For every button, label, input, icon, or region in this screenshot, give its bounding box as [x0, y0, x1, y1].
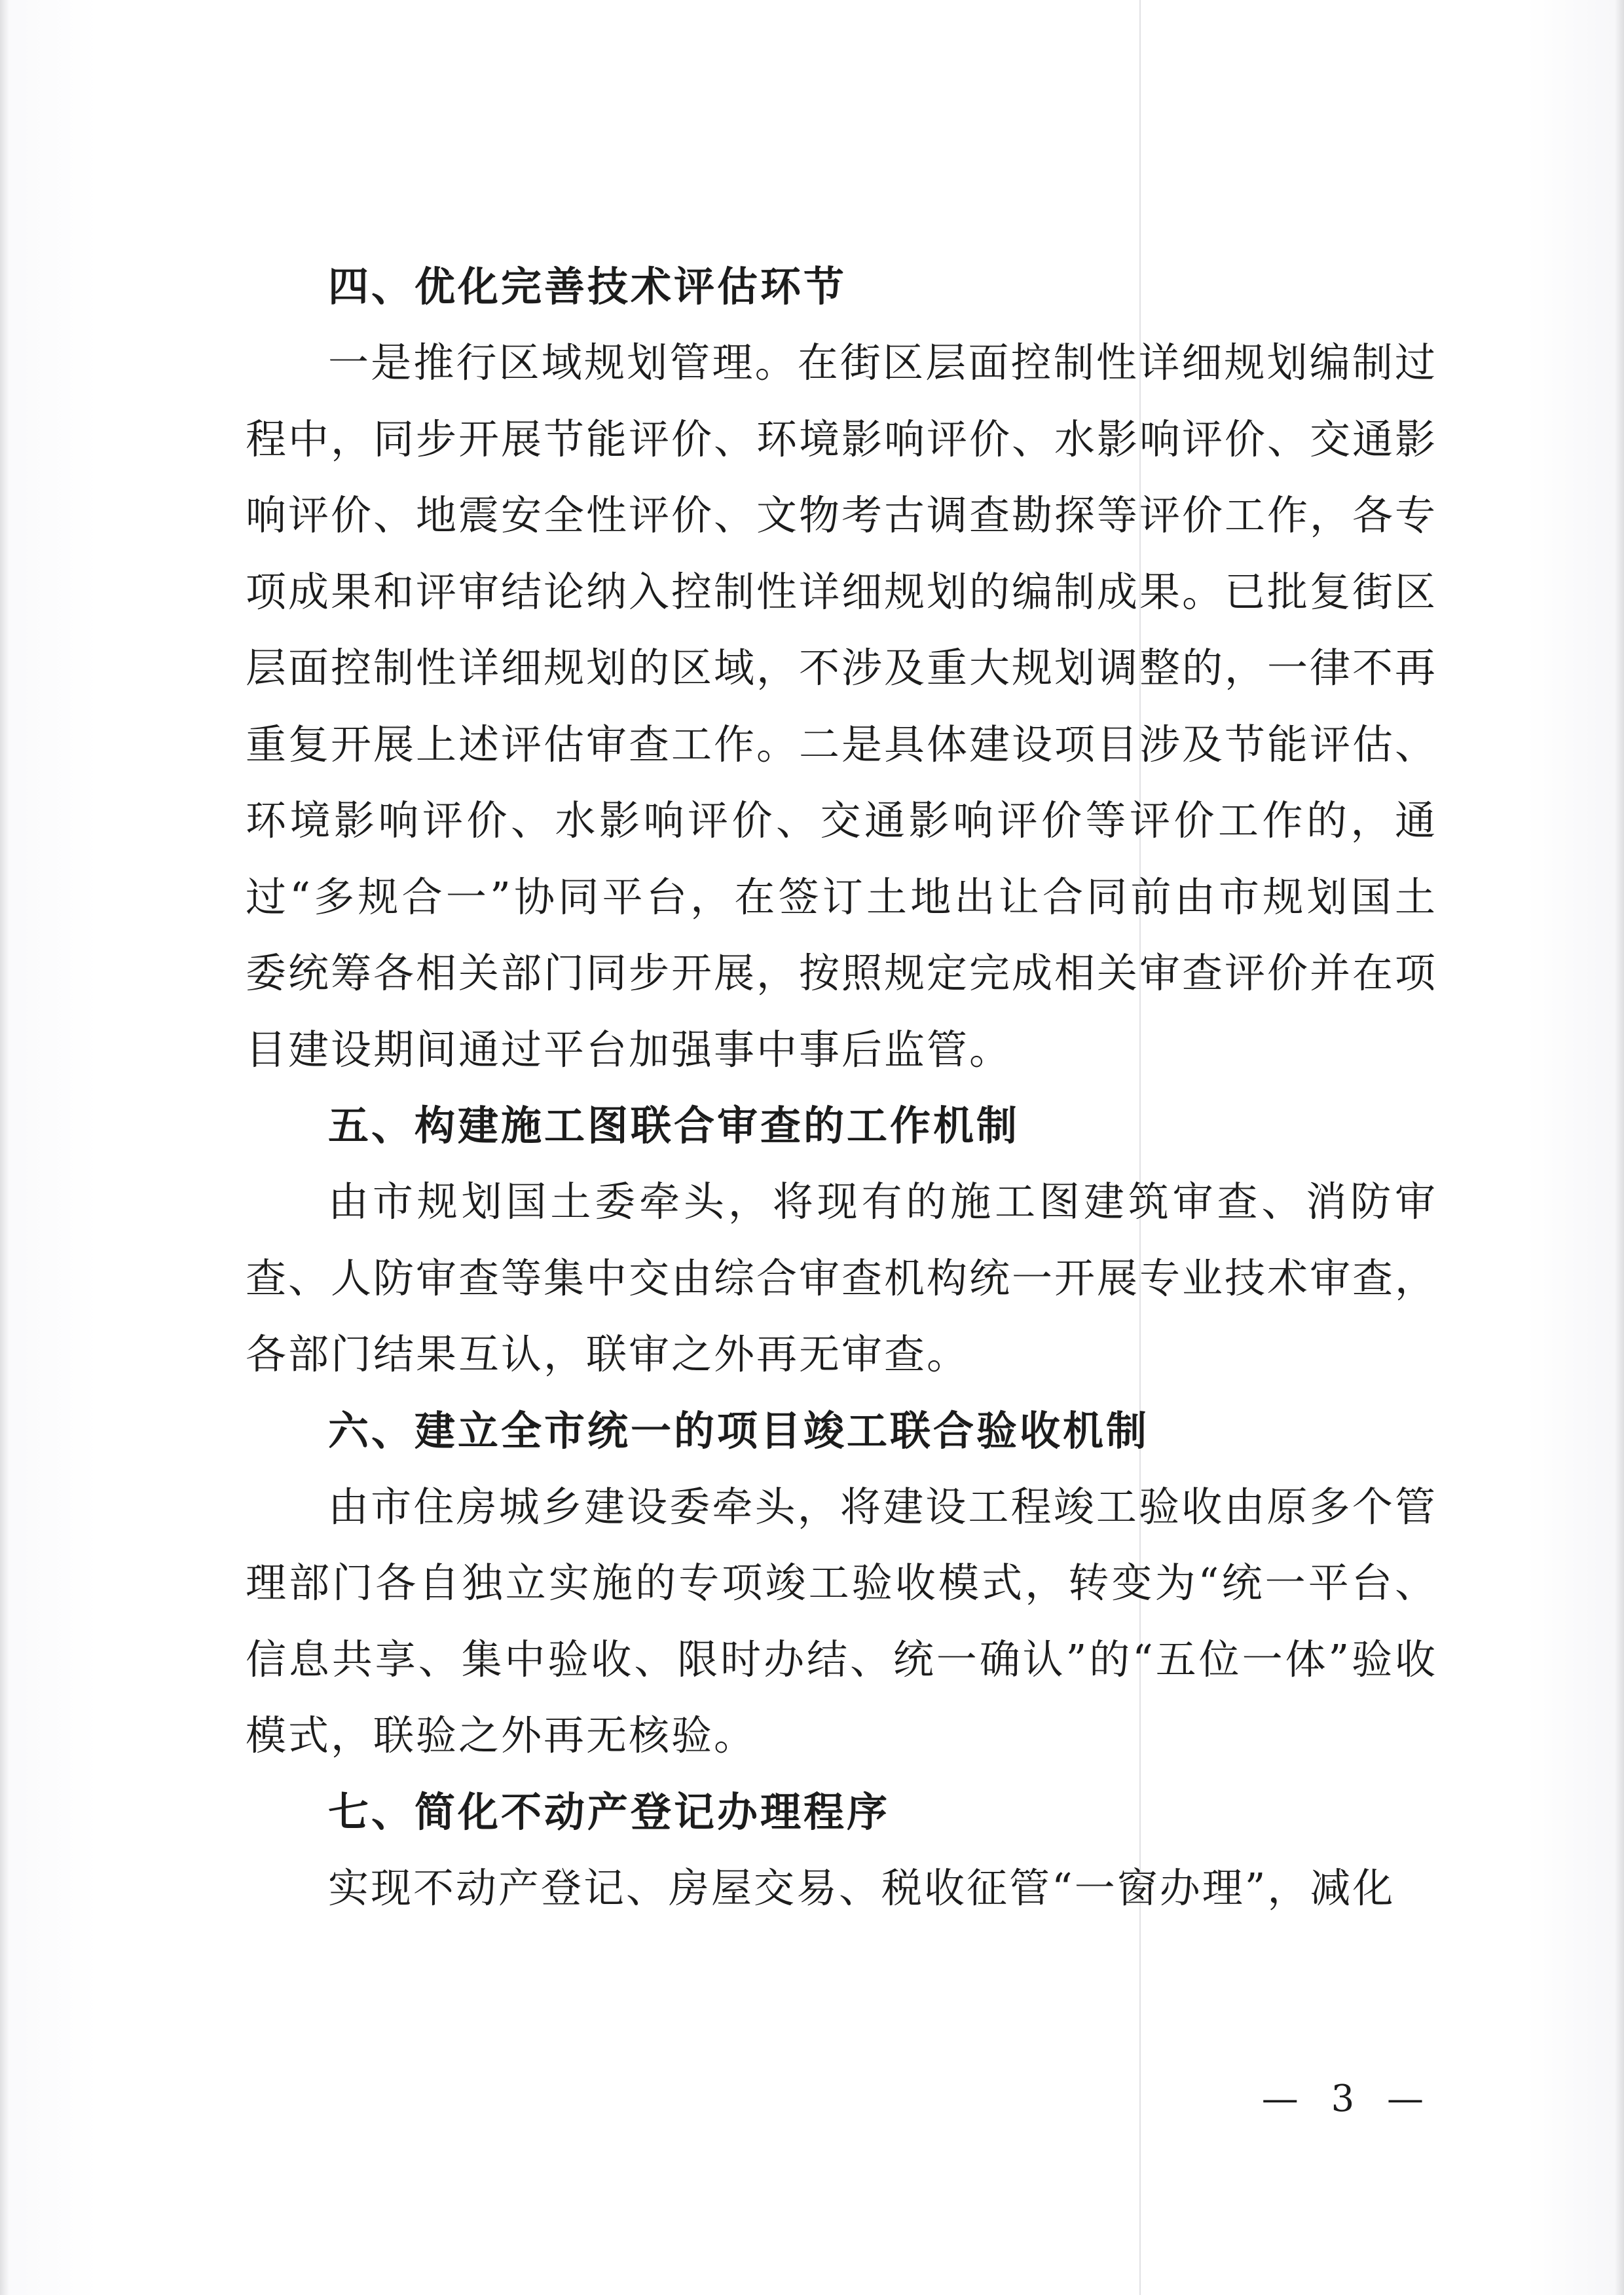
- section-paragraph-7: 实现不动产登记、房屋交易、税收征管“一窗办理”，减化: [328, 1863, 1395, 1912]
- section-heading-4: 四、优化完善技术评估环节: [328, 263, 847, 310]
- section-heading-7: 七、简化不动产登记办理程序: [328, 1787, 891, 1836]
- section-heading-5: 五、构建施工图联合审查的工作机制: [328, 1102, 1020, 1149]
- section-paragraph-5: 由市规划国土委牵头，将现有的施工图建筑审查、消防审查、人防审查等集中交由综合审查机构统一开展专业技术审查，各部门结果互认，联审之外再无审查。: [246, 1178, 1438, 1378]
- page-number: — 3 —: [1261, 2078, 1434, 2120]
- section-paragraph-4: 一是推行区域规划管理。在街区层面控制性详细规划编制过程中，同步开展节能评价、环境影响评价、水影响评价、交通影响评价、地震安全性评价、文物考古调查勘探等评价工作，各专项成果和评审结论纳入控制性详细规划的编制成果。已批复街区层面控制性详细规划的区域，不涉及重大规划调整的，一律不再重复开展上述评估审查工作。二是具体建设项目涉及节能评估、环境影响评价、水影响评价、交通影响评价等评价工作的，通过“多规合一”协同平台，在签订土地出让合同前由市规划国土委统筹各相关部门同步开展，按照规定完成相关审查评价并在项目建设期间通过平台加强事中事后监管。: [246, 339, 1438, 1073]
- section-heading-6: 六、建立全市统一的项目竣工联合验收机制: [328, 1406, 1150, 1455]
- page-shadow-left: [0, 0, 9, 2295]
- section-paragraph-6: 由市住房城乡建设委牵头，将建设工程竣工验收由原多个管理部门各自独立实施的专项竣工验收模式，转变为“统一平台、信息共享、集中验收、限时办结、统一确认”的“五位一体”验收模式，联验之外再无核验。: [246, 1482, 1437, 1759]
- document-body: [246, 249, 1437, 1926]
- page-shadow-right: [1615, 0, 1624, 2295]
